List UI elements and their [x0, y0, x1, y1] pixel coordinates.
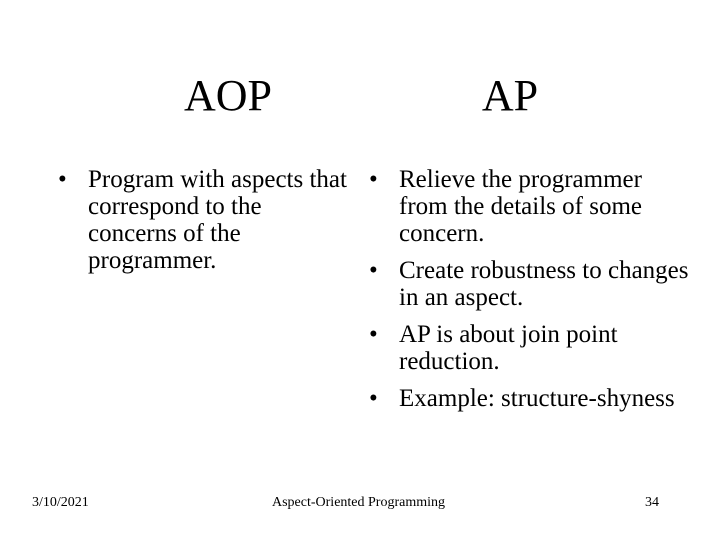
aop-bullet-text: Program with aspects that correspond to the concerns of the programmer.	[88, 166, 347, 274]
footer-title: Aspect-Oriented Programming	[272, 495, 446, 510]
ap-bullet-text: Example: structure-shyness	[399, 385, 675, 412]
ap-column-title: AP	[481, 71, 539, 120]
aop-bullet-list	[58, 166, 348, 284]
ap-bullet-item	[369, 385, 689, 412]
ap-bullet-text: Create robustness to changes in an aspect.	[399, 257, 689, 311]
ap-bullet-item	[369, 257, 689, 311]
bullet-icon: •	[58, 166, 67, 193]
page-number: 34	[645, 495, 659, 510]
bullet-icon: •	[369, 257, 378, 284]
ap-bullet-text: AP is about join point reduction.	[399, 321, 618, 375]
ap-bullet-list	[369, 166, 689, 422]
bullet-icon: •	[369, 385, 378, 412]
bullet-icon: •	[369, 166, 378, 193]
bullet-icon: •	[369, 321, 378, 348]
aop-bullet-item	[58, 166, 348, 274]
ap-bullet-text: Relieve the programmer from the details of some concern.	[399, 166, 642, 247]
aop-column-title: AOP	[183, 71, 273, 120]
ap-bullet-item	[369, 166, 689, 247]
footer-date: 3/10/2021	[32, 495, 89, 510]
ap-bullet-item	[369, 321, 689, 375]
